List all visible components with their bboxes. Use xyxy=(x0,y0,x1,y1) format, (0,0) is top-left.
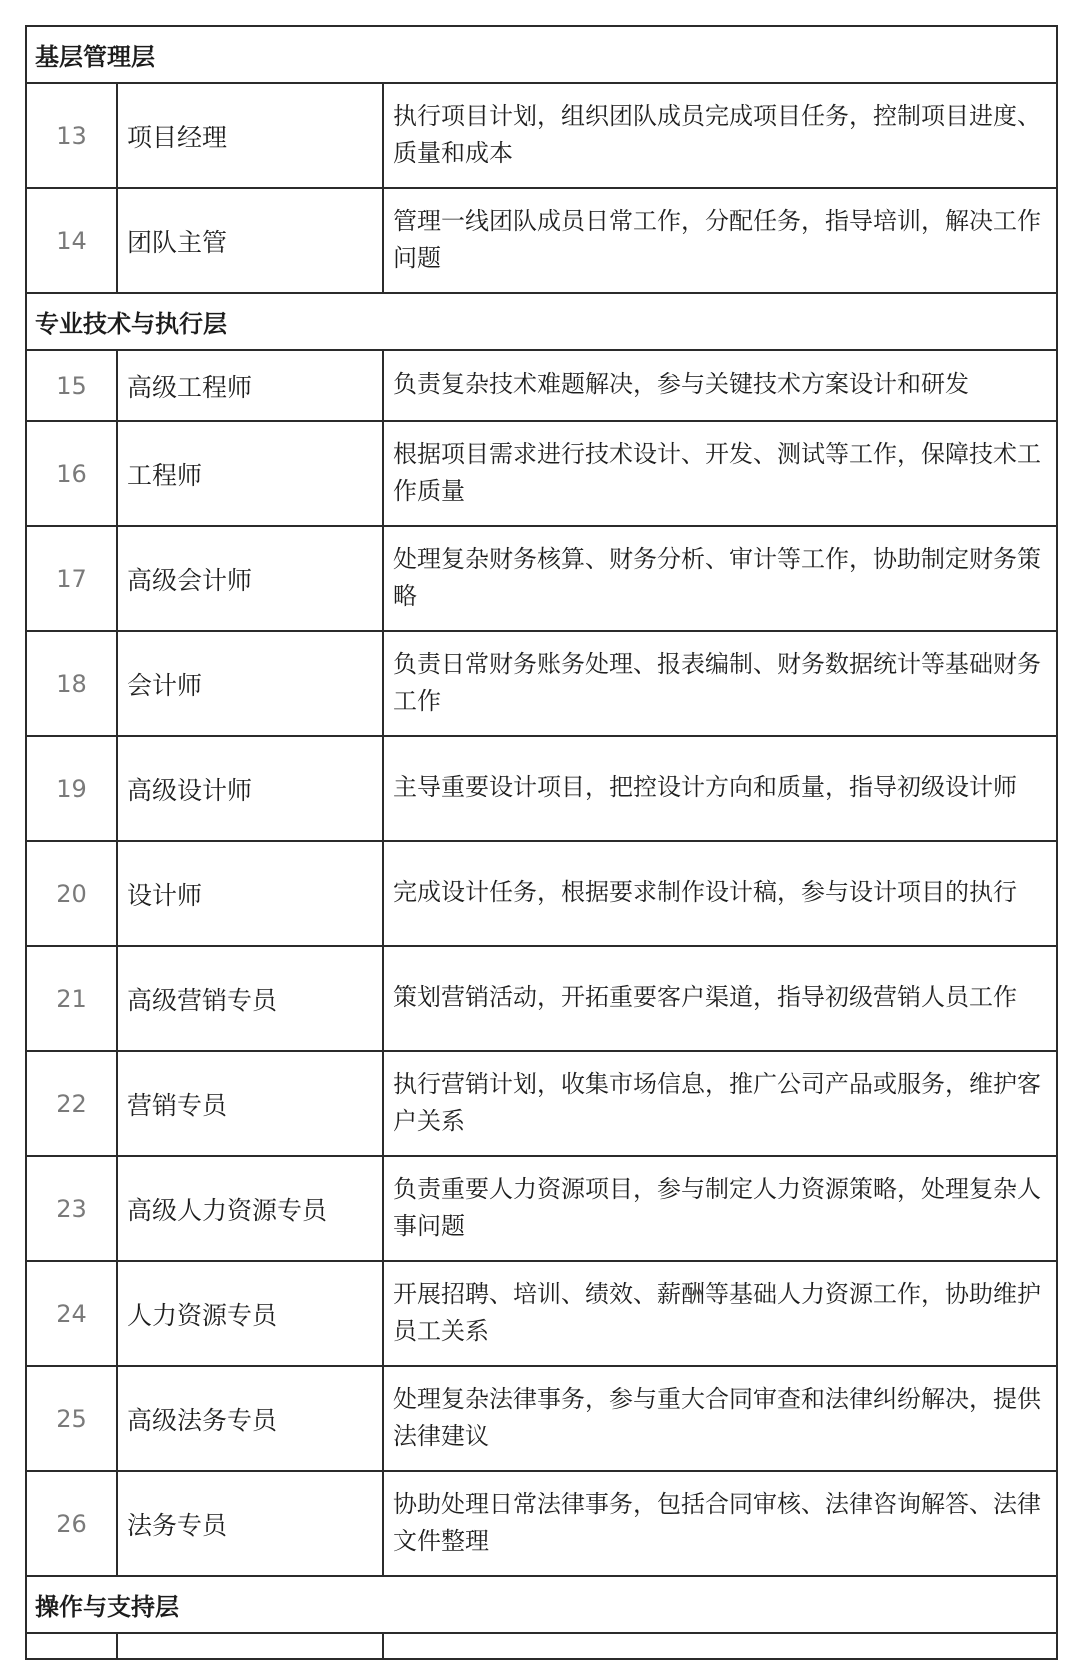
section-title: 操作与支持层 xyxy=(26,1576,1057,1633)
role-description: 协助处理日常法律事务，包括合同审核、法律咨询解答、法律文件整理 xyxy=(383,1471,1057,1576)
table-row xyxy=(26,83,1057,188)
role-name: 高级设计师 xyxy=(117,736,383,841)
role-name: 高级工程师 xyxy=(117,350,383,421)
role-name: 会计师 xyxy=(117,631,383,736)
table-row xyxy=(26,350,1057,421)
role-description: 策划营销活动，开拓重要客户渠道，指导初级营销人员工作 xyxy=(383,946,1057,1051)
role-description: 根据项目需求进行技术设计、开发、测试等工作，保障技术工作质量 xyxy=(383,421,1057,526)
table-row xyxy=(26,1156,1057,1261)
section-header-operations-support xyxy=(26,1576,1057,1633)
table-row xyxy=(26,946,1057,1051)
table-row xyxy=(26,631,1057,736)
table-row-partial xyxy=(26,1633,1057,1659)
role-name: 高级会计师 xyxy=(117,526,383,631)
role-description: 负责重要人力资源项目，参与制定人力资源策略，处理复杂人事问题 xyxy=(383,1156,1057,1261)
row-number: 13 xyxy=(26,83,117,188)
role-name: 团队主管 xyxy=(117,188,383,293)
role-description: 负责复杂技术难题解决，参与关键技术方案设计和研发 xyxy=(383,350,1057,421)
row-number: 26 xyxy=(26,1471,117,1576)
row-number: 20 xyxy=(26,841,117,946)
role-name-empty xyxy=(117,1633,383,1659)
role-description: 主导重要设计项目，把控设计方向和质量，指导初级设计师 xyxy=(383,736,1057,841)
role-name: 项目经理 xyxy=(117,83,383,188)
table-row xyxy=(26,841,1057,946)
row-number: 14 xyxy=(26,188,117,293)
row-number-empty xyxy=(26,1633,117,1659)
role-description-empty xyxy=(383,1633,1057,1659)
role-name: 工程师 xyxy=(117,421,383,526)
row-number: 17 xyxy=(26,526,117,631)
row-number: 19 xyxy=(26,736,117,841)
table-row xyxy=(26,188,1057,293)
row-number: 24 xyxy=(26,1261,117,1366)
role-name: 设计师 xyxy=(117,841,383,946)
table-row xyxy=(26,1261,1057,1366)
position-table xyxy=(25,25,1058,1660)
role-description: 执行营销计划，收集市场信息，推广公司产品或服务，维护客户关系 xyxy=(383,1051,1057,1156)
section-title: 专业技术与执行层 xyxy=(26,293,1057,350)
table-row xyxy=(26,421,1057,526)
row-number: 25 xyxy=(26,1366,117,1471)
section-title: 基层管理层 xyxy=(26,26,1057,83)
row-number: 15 xyxy=(26,350,117,421)
role-description: 完成设计任务，根据要求制作设计稿，参与设计项目的执行 xyxy=(383,841,1057,946)
role-name: 高级法务专员 xyxy=(117,1366,383,1471)
row-number: 22 xyxy=(26,1051,117,1156)
role-description: 负责日常财务账务处理、报表编制、财务数据统计等基础财务工作 xyxy=(383,631,1057,736)
role-description: 处理复杂法律事务，参与重大合同审查和法律纠纷解决，提供法律建议 xyxy=(383,1366,1057,1471)
role-name: 法务专员 xyxy=(117,1471,383,1576)
table-row xyxy=(26,1471,1057,1576)
role-description: 处理复杂财务核算、财务分析、审计等工作，协助制定财务策略 xyxy=(383,526,1057,631)
role-name: 营销专员 xyxy=(117,1051,383,1156)
section-header-professional xyxy=(26,293,1057,350)
table-row xyxy=(26,736,1057,841)
role-name: 高级营销专员 xyxy=(117,946,383,1051)
row-number: 21 xyxy=(26,946,117,1051)
role-name: 高级人力资源专员 xyxy=(117,1156,383,1261)
section-header-basic-management xyxy=(26,26,1057,83)
role-description: 执行项目计划，组织团队成员完成项目任务，控制项目进度、质量和成本 xyxy=(383,83,1057,188)
row-number: 23 xyxy=(26,1156,117,1261)
row-number: 16 xyxy=(26,421,117,526)
role-description: 开展招聘、培训、绩效、薪酬等基础人力资源工作，协助维护员工关系 xyxy=(383,1261,1057,1366)
row-number: 18 xyxy=(26,631,117,736)
table-row xyxy=(26,1366,1057,1471)
role-description: 管理一线团队成员日常工作，分配任务，指导培训，解决工作问题 xyxy=(383,188,1057,293)
table-row xyxy=(26,1051,1057,1156)
role-name: 人力资源专员 xyxy=(117,1261,383,1366)
table-row xyxy=(26,526,1057,631)
